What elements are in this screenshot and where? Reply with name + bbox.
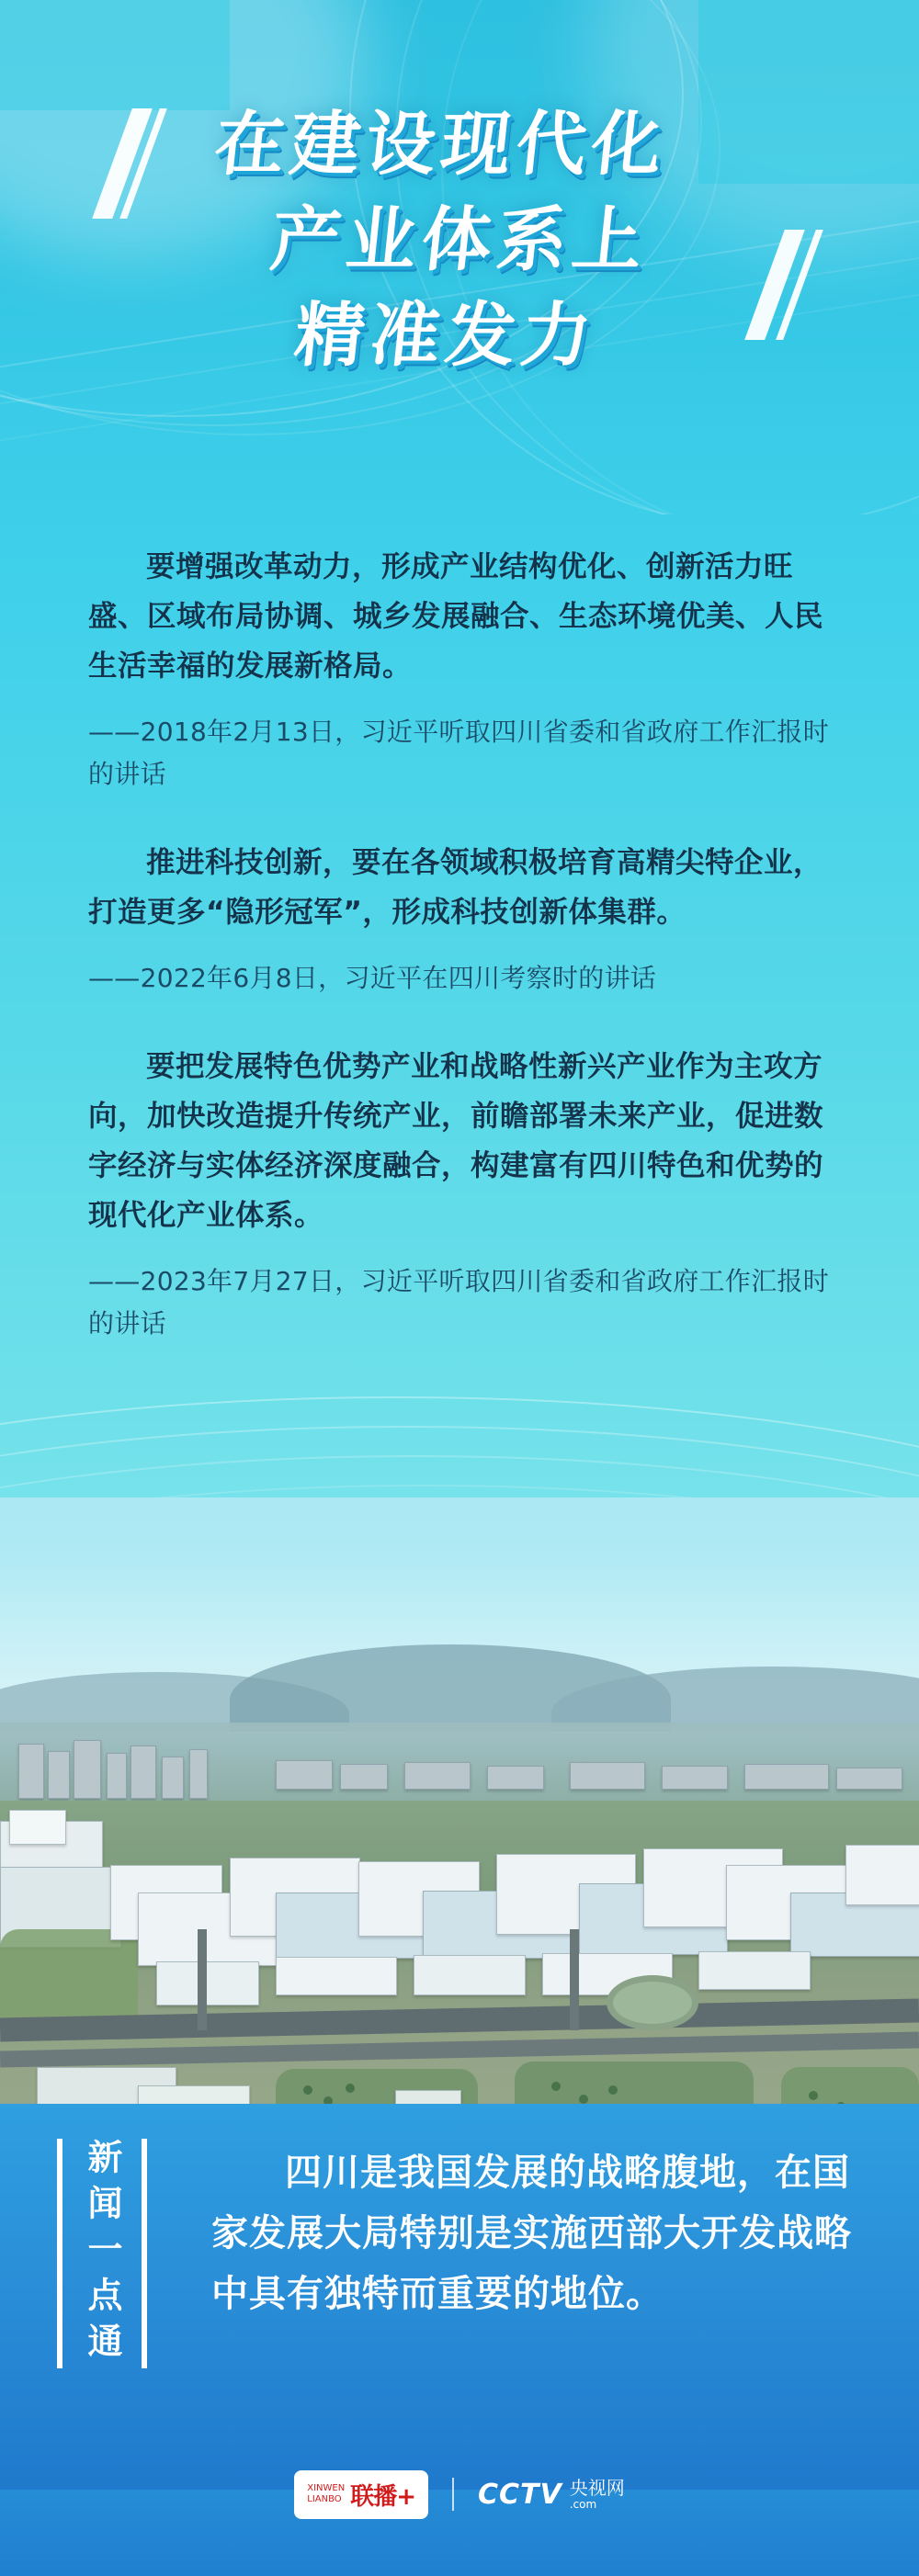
quote-item: [0, 1042, 919, 1345]
news-explainer-section: [0, 2104, 919, 2490]
cctv-logo[interactable]: [478, 2478, 625, 2511]
title-line-2: 产业体系上: [267, 198, 652, 280]
poster-title: [0, 96, 919, 383]
photo-roundabout: [607, 1975, 698, 2030]
footer-logos: [0, 2439, 919, 2549]
photo-top-fade: [0, 1497, 919, 1608]
cctv-cn-text: 央视网: [569, 2477, 625, 2499]
quote-list: [0, 542, 919, 1387]
news-body-text: 四川是我国发展的战略腹地，在国家发展大局特别是实施西部大开发战略中具有独特而重要的地位。: [211, 2151, 852, 2315]
title-line-1: 在建设现代化: [210, 103, 672, 185]
lianbo-mark: 联播+: [350, 2482, 416, 2511]
lianbo-sub-top: XINWEN: [307, 2483, 346, 2493]
footer-divider: [452, 2478, 454, 2511]
news-label-box: [57, 2139, 147, 2368]
cctv-cn-block: [570, 2478, 625, 2511]
cctv-wordmark: CCTV: [478, 2478, 562, 2511]
quote-text: 要把发展特色优势产业和战略性新兴产业作为主攻方向，加快改造提升传统产业，前瞻部署未来产业，促进数字经济与实体经济深度融合，构建富有四川特色和优势的现代化产业体系。: [88, 1050, 824, 1232]
corner-block-tl: [0, 0, 230, 110]
aerial-city-photo: [0, 1497, 919, 2154]
quote-text: 推进科技创新，要在各领域积极培育高精尖特企业，打造更多“隐形冠军”，形成科技创新体集群。: [88, 846, 823, 929]
quote-source: ——2022年6月8日，习近平在四川考察时的讲话: [88, 963, 657, 993]
quote-source: ——2023年7月27日，习近平听取四川省委和省政府工作汇报时的讲话: [88, 1266, 830, 1339]
lianbo-subtext: [307, 2483, 345, 2505]
lianbo-sub-bottom: LIANBO: [307, 2494, 342, 2504]
cctv-dotcom: .com: [569, 2498, 597, 2511]
title-line-3: 精准发力: [290, 294, 601, 376]
quote-item: [0, 838, 919, 1000]
news-label-text: 新闻一点通: [82, 2139, 123, 2368]
news-inner: [0, 2104, 919, 2490]
quote-source: ——2018年2月13日，习近平听取四川省委和省政府工作汇报时的讲话: [88, 717, 830, 789]
quote-item: [0, 542, 919, 796]
quote-text: 要增强改革动力，形成产业结构优化、创新活力旺盛、区域布局协调、城乡发展融合、生态环境优美、人民生活幸福的发展新格局。: [88, 550, 824, 683]
lianbo-logo[interactable]: [294, 2470, 428, 2519]
